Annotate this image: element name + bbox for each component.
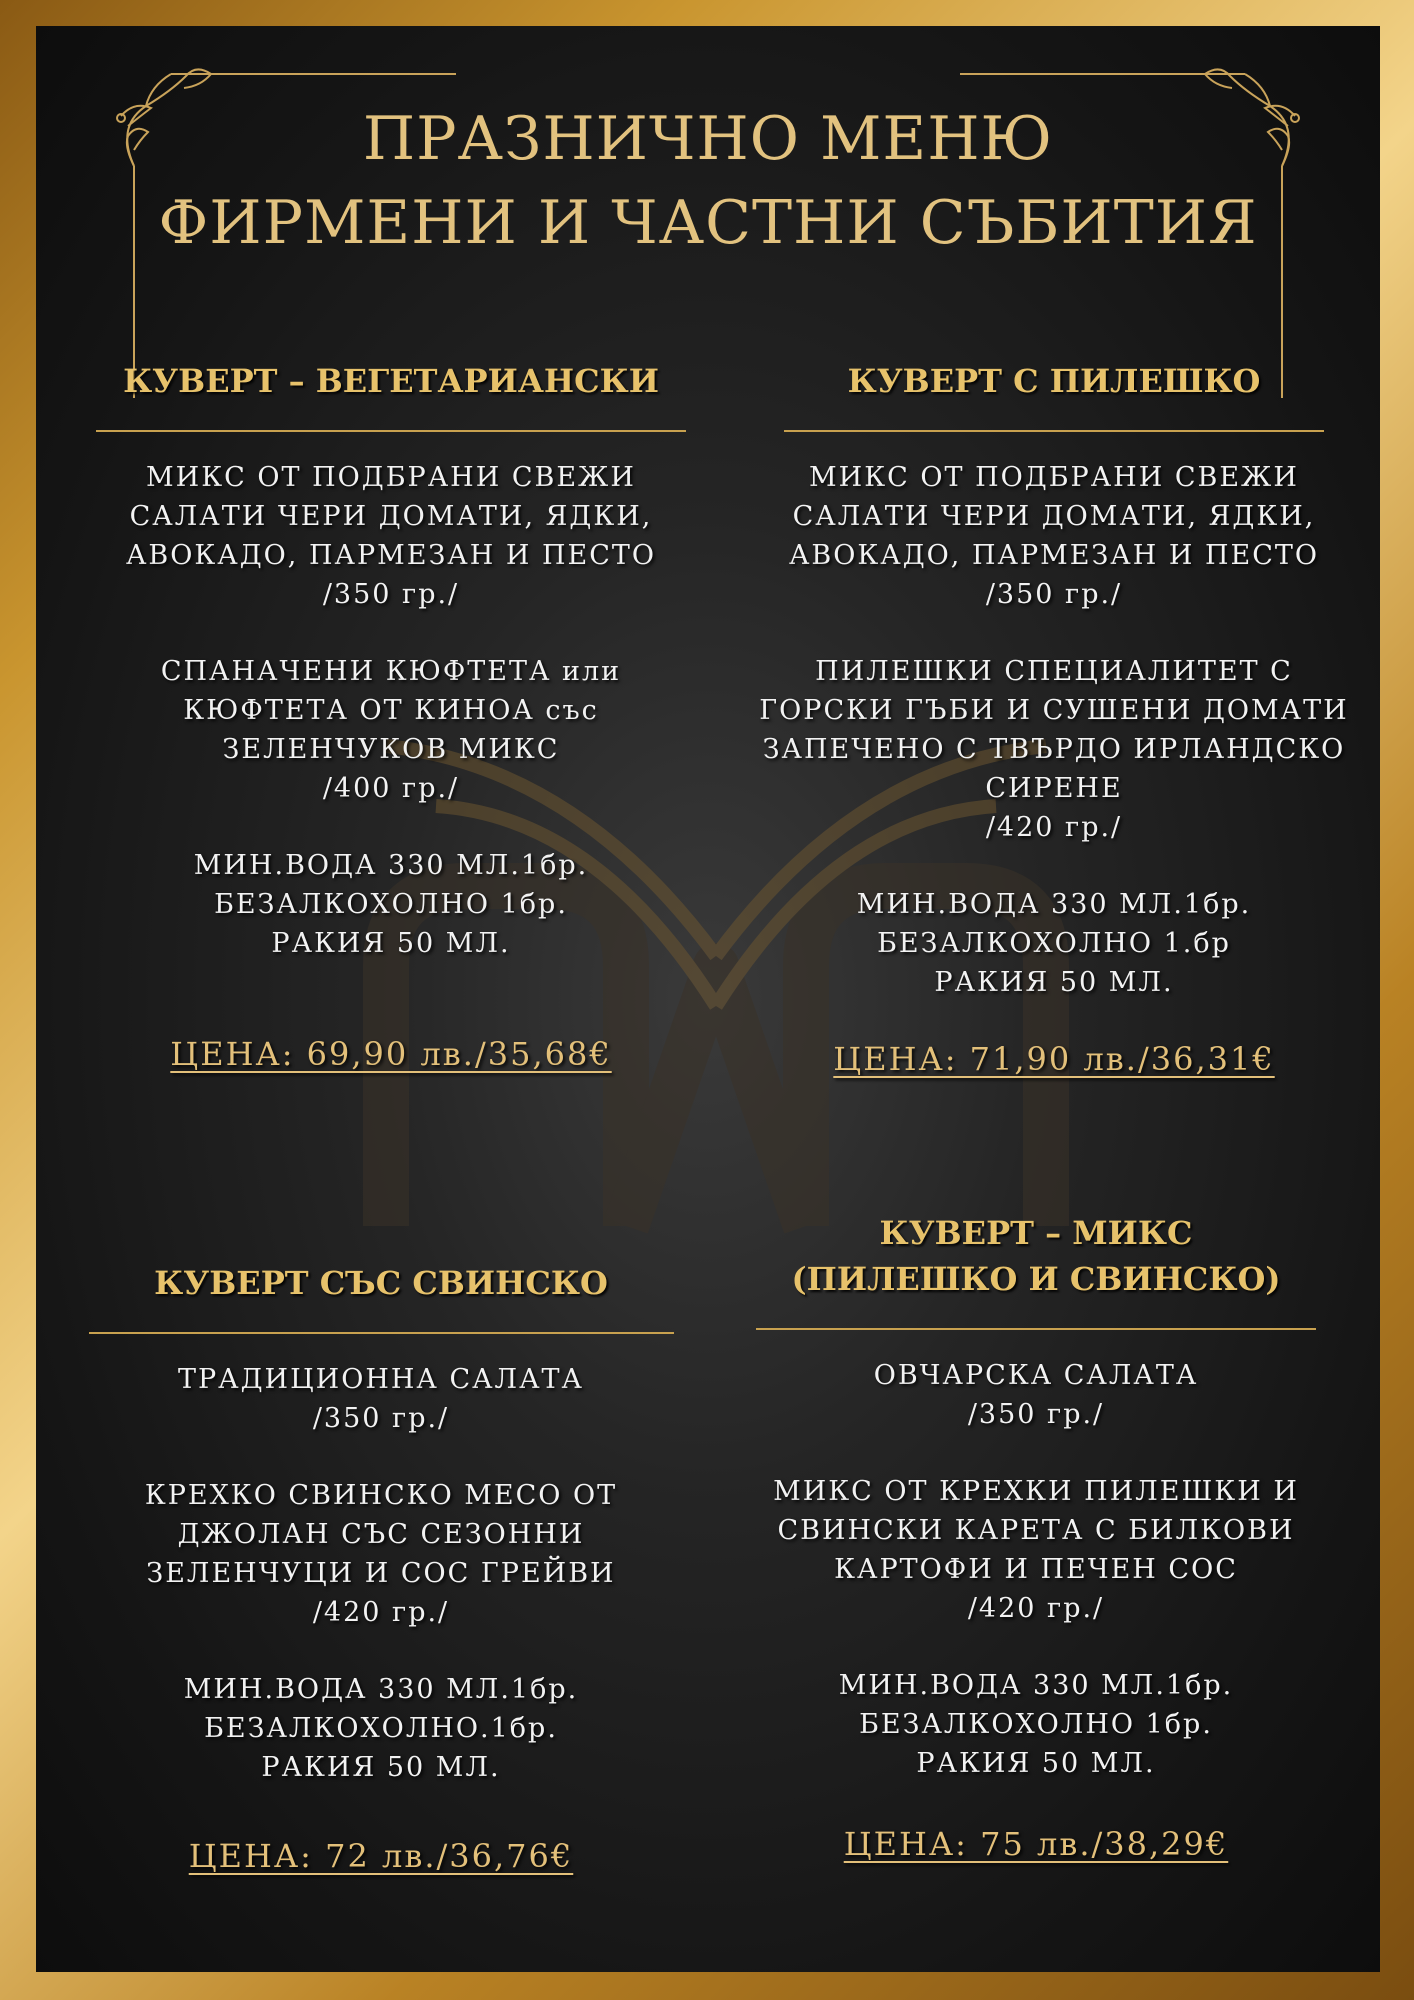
price-label: ЦЕНА: 72 лв./36,76€ [188,1837,574,1875]
menu-item-salad: МИКС ОТ ПОДБРАНИ СВЕЖИ САЛАТИ ЧЕРИ ДОМАТИ, ЯДКИ, АВОКАДО, ПАРМЕЗАН И ПЕСТО /350 гр./ [788,462,1320,610]
menu-item-drinks: МИН.ВОДА 330 МЛ.1бр. БЕЗАЛКОХОЛНО 1бр. РАКИЯ 50 МЛ. [193,850,589,959]
menu-item-main: МИКС ОТ КРЕХКИ ПИЛЕШКИ И СВИНСКИ КАРЕТА С БИЛКОВИ КАРТОФИ И ПЕЧЕН СОС /420 гр./ [773,1476,1299,1624]
page-title-line-1: ПРАЗНИЧНО МЕНЮ [362,104,1054,174]
menu-item-main: СПАНАЧЕНИ КЮФТЕТА или КЮФТЕТА ОТ КИНОА със ЗЕЛЕНЧУКОВ МИКС /400 гр./ [160,656,622,804]
menu-section-chicken [754,358,1354,1078]
menu-section-pork [81,1260,681,1875]
price-label: ЦЕНА: 75 лв./38,29€ [843,1825,1229,1863]
menu-item-salad: ТРАДИЦИОННА САЛАТА /350 гр./ [177,1364,584,1434]
section-divider [784,430,1324,432]
section-divider [756,1328,1316,1330]
price-label: ЦЕНА: 69,90 лв./35,68€ [170,1035,612,1073]
menu-item-main: КРЕХКО СВИНСКО МЕСО ОТ ДЖОЛАН СЪС СЕЗОННИ ЗЕЛЕНЧУЦИ И СОС ГРЕЙВИ /420 гр./ [144,1480,618,1628]
price-label: ЦЕНА: 71,90 лв./36,31€ [833,1040,1275,1078]
menu-item-drinks: МИН.ВОДА 330 МЛ.1бр. БЕЗАЛКОХОЛНО 1.бр РАКИЯ 50 МЛ. [856,889,1252,998]
menu-item-main: ПИЛЕШКИ СПЕЦИАЛИТЕТ С ГОРСКИ ГЪБИ И СУШЕНИ ДОМАТИ ЗАПЕЧЕНО С ТВЪРДО ИРЛАНДСКО СИРЕНЕ /420 гр./ [759,656,1349,843]
menu-item-drinks: МИН.ВОДА 330 МЛ.1бр. БЕЗАЛКОХОЛНО 1бр. РАКИЯ 50 МЛ. [838,1670,1234,1779]
section-heading: КУВЕРТ СЪС СВИНСКО [154,1264,608,1302]
section-heading: КУВЕРТ – МИКС (ПИЛЕШКО И СВИНСКО) [791,1214,1281,1298]
menu-item-salad: ОВЧАРСКА САЛАТА /350 гр./ [873,1360,1199,1430]
menu-panel [36,26,1380,1972]
section-heading: КУВЕРТ – ВЕГЕТАРИАНСКИ [123,362,659,400]
menu-item-drinks: МИН.ВОДА 330 МЛ.1бр. БЕЗАЛКОХОЛНО.1бр. РАКИЯ 50 МЛ. [183,1674,579,1783]
menu-section-vegetarian [91,358,691,1073]
menu-section-mix [736,1210,1336,1863]
page-title-line-2: ФИРМЕНИ И ЧАСТНИ СЪБИТИЯ [158,188,1258,258]
section-heading: КУВЕРТ С ПИЛЕШКО [847,362,1261,400]
section-divider [89,1332,674,1334]
section-divider [96,430,686,432]
menu-item-salad: МИКС ОТ ПОДБРАНИ СВЕЖИ САЛАТИ ЧЕРИ ДОМАТИ, ЯДКИ, АВОКАДО, ПАРМЕЗАН И ПЕСТО /350 гр./ [125,462,657,610]
